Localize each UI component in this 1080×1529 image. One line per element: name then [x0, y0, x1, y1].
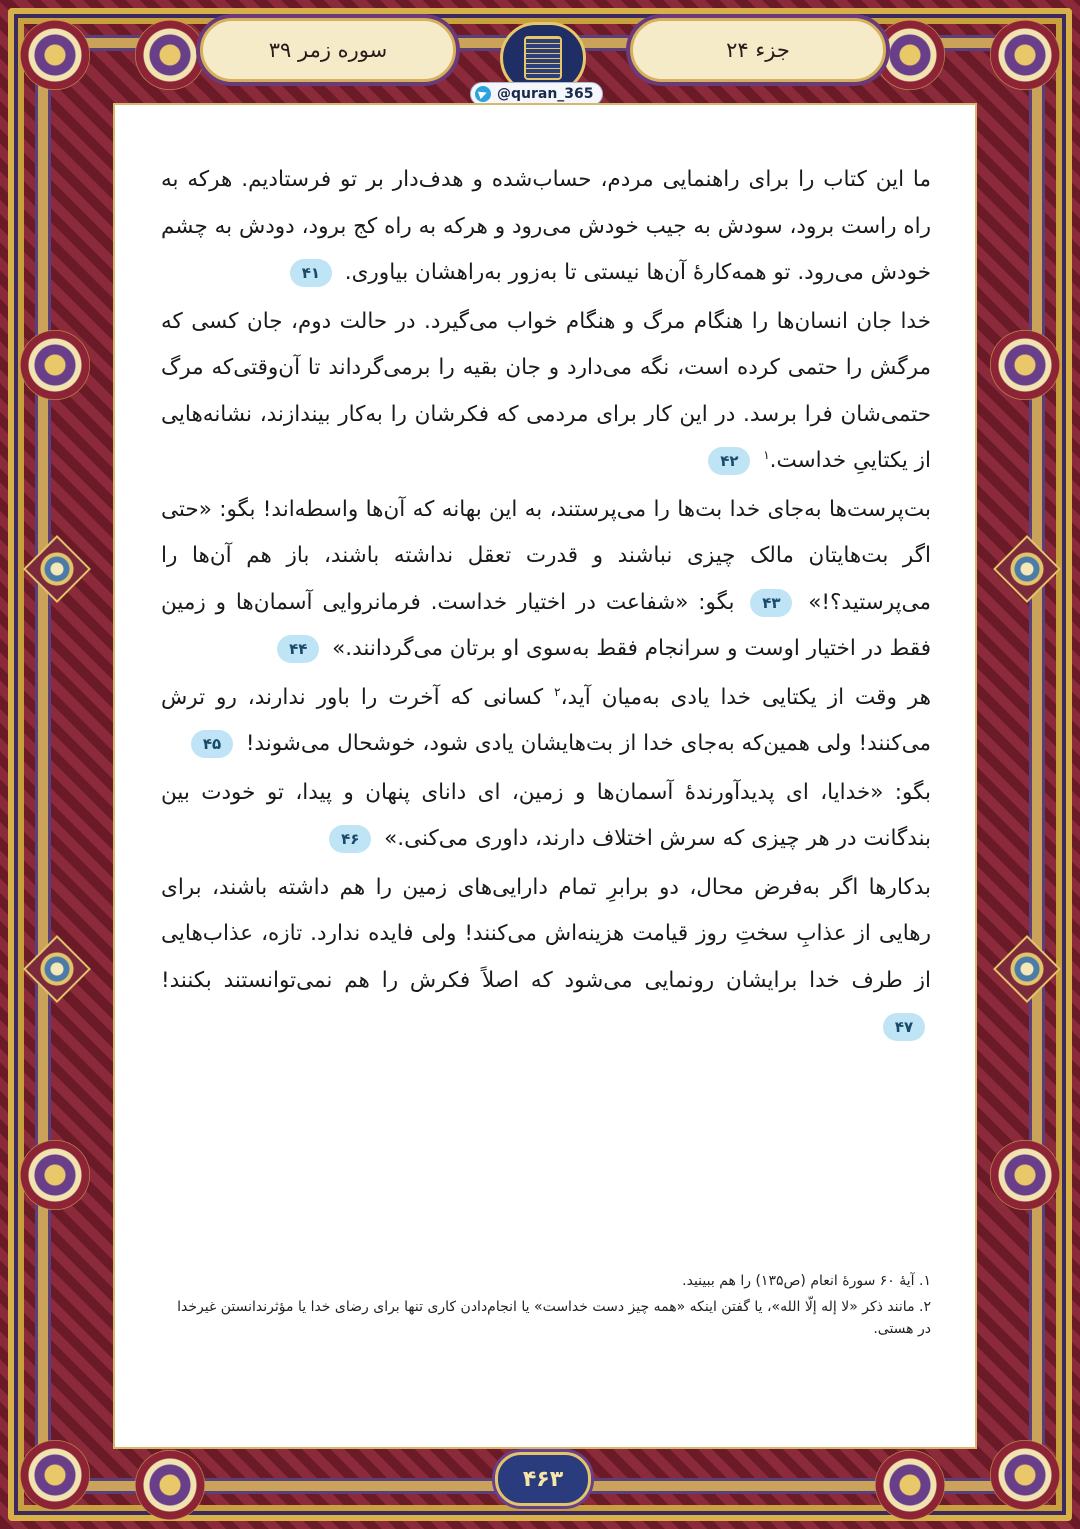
juz-label: جزء ۲۴ [630, 18, 886, 82]
paragraph [161, 865, 931, 1051]
paragraph-text: ما این کتاب را برای راهنمایی مردم، حساب‌شده و هدف‌دار بر تو فرستادیم. هرکه به راه راست برود، سودش به جیب خودش می‌رود و هرکه به راه کج برود، دودش به چشم خودش می‌رود. تو همه‌کارهٔ آن‌ها نیستی تا به‌زور به‌راهشان بیاوری. [161, 167, 931, 285]
top-medallion [135, 20, 205, 90]
ayah-number-badge: ۴۳ [750, 589, 792, 617]
corner-medallion [990, 1440, 1060, 1510]
corner-medallion [990, 20, 1060, 90]
side-medallion [990, 330, 1060, 400]
handle-text: @quran_365 [497, 86, 594, 102]
footnote-marker: ۲ [554, 684, 561, 699]
corner-medallion [20, 1440, 90, 1510]
side-medallion [20, 1140, 90, 1210]
paragraph [161, 487, 931, 673]
paragraph-text: بدکارها اگر به‌فرض محال، دو برابرِ تمام دارایی‌های زمین را هم داشته باشند، برای رهایی از عذابِ سختِ روز قیامت هزینه‌اش می‌کنند! ولی فایده ندارد. تازه، عذاب‌هایی از طرف خدا برایشان رونمایی می‌شود که اصلاً فکرش را هم نمی‌توانستند بکنند! [161, 874, 931, 993]
ayah-number-badge: ۴۱ [290, 259, 332, 287]
ayah-number-badge: ۴۴ [277, 635, 319, 663]
footnotes [161, 1270, 931, 1344]
text-page [113, 103, 977, 1449]
paragraph-text: بگو: «خدایا، ای پدیدآورندهٔ آسمان‌ها و زمین، ای دانای پنهان و پیدا، تو خودت بین بندگانت در هر چیزی که سرش اختلاف دارند، داوری می‌کنی.» [161, 779, 931, 851]
paragraph [161, 770, 931, 863]
paragraph [161, 299, 931, 485]
paragraph [161, 675, 931, 768]
side-medallion [990, 1140, 1060, 1210]
ayah-number-badge: ۴۷ [883, 1013, 925, 1041]
translation-body [161, 157, 931, 1053]
paragraph-text: هر وقت از یکتایی خدا یادی به‌میان آید، [560, 684, 931, 710]
surah-label: سوره زمر ۳۹ [200, 18, 456, 82]
page-number: ۴۶۳ [495, 1452, 591, 1506]
footnote: ۱. آیهٔ ۶۰ سورهٔ انعام (ص۱۳۵) را هم ببینید. [682, 1273, 931, 1289]
paragraph-text: خدا جان انسان‌ها را هنگام مرگ و هنگام خواب می‌گیرد. در حالت دوم، جان کسی که مرگش را حتمی کرده است، نگه می‌دارد و جان بقیه را برمی‌گرداند تا آن‌وقتی‌که مرگ حتمی‌شان فرا برسد. در این کار برای مردمی که فکرشان را به‌کار بیندازند، نشانه‌هایی از یکتاییِ خداست. [161, 308, 931, 473]
bottom-medallion [875, 1450, 945, 1520]
paragraph-text: بت‌پرست‌ها به‌جای خدا بت‌ها را می‌پرستند، به این بهانه که آن‌ها واسطه‌اند! بگو: «حتی اگر بت‌هایتان مالک چیزی نباشند و قدرت تعقل نداشته باشند، باز هم آن‌ها را می‌پرستید؟!» [161, 496, 931, 615]
bottom-medallion [135, 1450, 205, 1520]
corner-medallion [20, 20, 90, 90]
ayah-number-badge: ۴۶ [329, 825, 371, 853]
ayah-number-badge: ۴۲ [708, 447, 750, 475]
paragraph-text: بگو: «شفاعت در اختیار خداست. فرمانروایی آسمان‌ها و زمین فقط در اختیار اوست و سرانجام فقط به‌سوی او برتان می‌گردانند.» [161, 589, 931, 661]
side-medallion [20, 330, 90, 400]
telegram-icon [475, 86, 491, 102]
ayah-number-badge: ۴۵ [191, 730, 233, 758]
footnote: ۲. مانند ذکر «لا إله إلّا الله»، یا گفتن اینکه «همه چیز دست خداست» یا انجام‌دادن کاری تنها برای رضای خدا یا مؤثرندانستن غیرخدا در هستی. [177, 1299, 931, 1337]
footnote-marker: ۱ [763, 447, 770, 462]
paragraph [161, 157, 931, 297]
paragraph-text: کسانی که آخرت را باور ندارند، رو ترش می‌کنند! ولی همین‌که به‌جای خدا از بت‌هایشان یادی شود، خوشحال می‌شوند! [161, 684, 931, 756]
